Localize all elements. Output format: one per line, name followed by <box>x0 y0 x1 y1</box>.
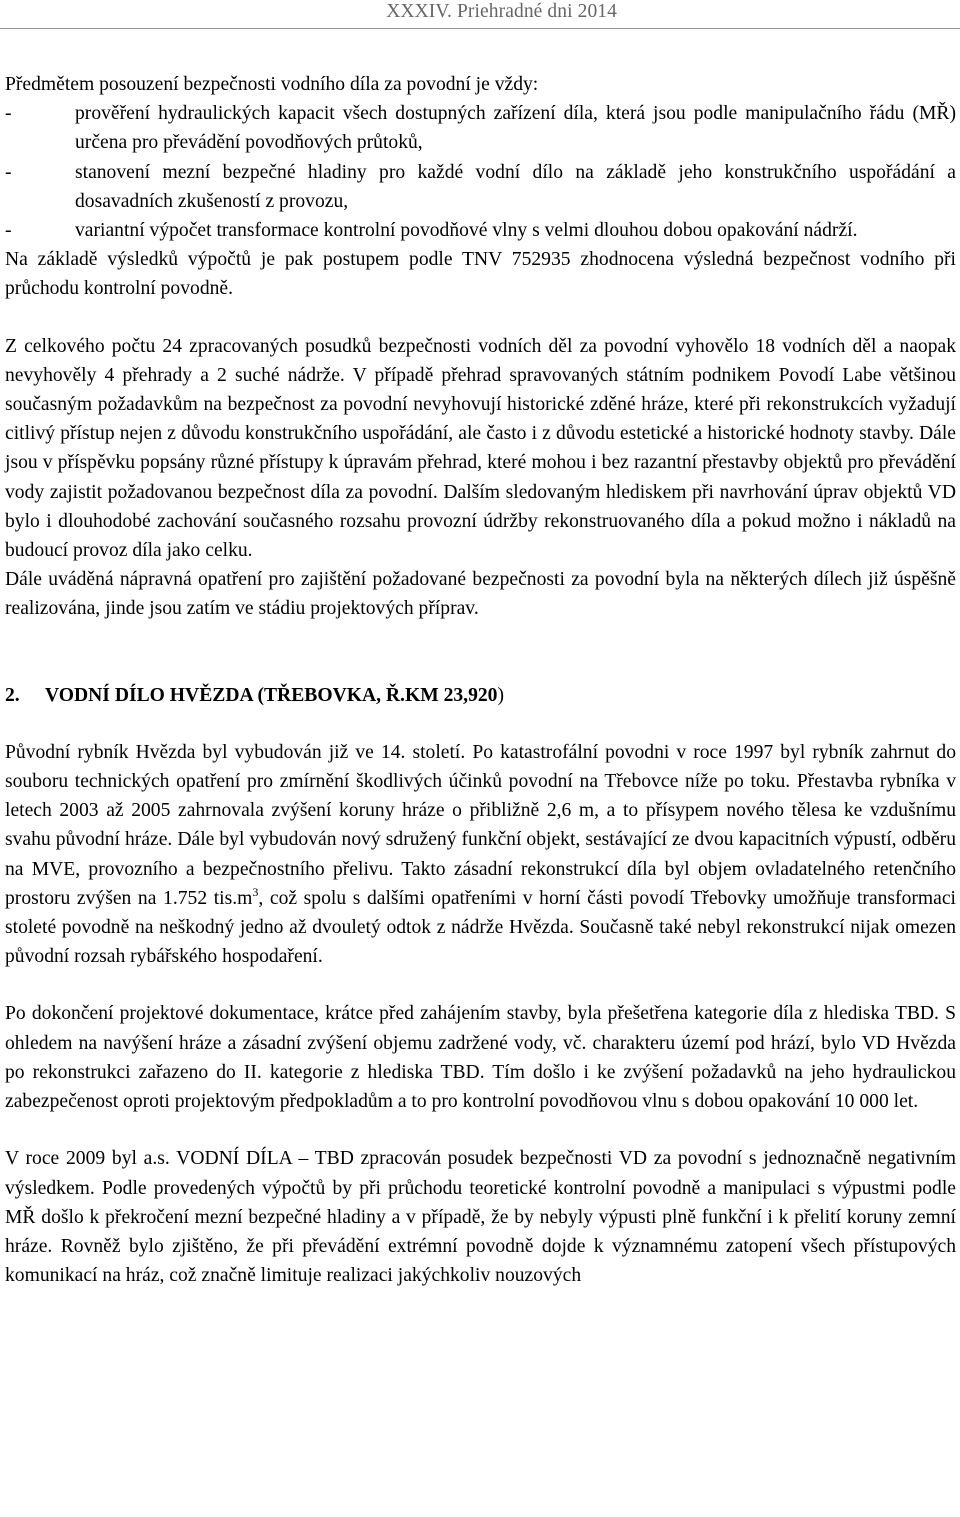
list-item <box>5 216 956 245</box>
running-header <box>0 0 960 29</box>
section-title-tail: ) <box>497 684 505 706</box>
section-title: VODNÍ DÍLO HVĚZDA (TŘEBOVKA, Ř.KM 23,920 <box>45 684 498 706</box>
intro-bullet-list <box>5 99 956 245</box>
list-item <box>5 99 956 157</box>
section-heading <box>5 681 956 710</box>
summary-paragraph-2: Dále uváděná nápravná opatření pro zajištění požadované bezpečnosti za povodní byla na některých dílech již úspěšně realizována, jinde jsou zatím ve stádiu projektových příprav. <box>5 569 956 620</box>
intro-lead: Předmětem posouzení bezpečnosti vodního díla za povodní je vždy: <box>5 74 539 95</box>
section-number: 2. <box>5 684 20 706</box>
summary-paragraph-1: Z celkového počtu 24 zpracovaných posudků bezpečnosti vodních děl za povodní vyhovělo 18 vodních děl a naopak nevyhověly 4 přehrady a 2 suché nádrže. V případě přehrad spravovaných státním podnikem Povodí Labe většinou současným požadavkům na bezpečnost za povodní nevyhovují historické zděné hráze, které při rekonstrukcích vyžadují citlivý přístup nejen z důvodu konstrukčního uspořádání, ale často i z důvodu estetické a historické hodnoty stavby. Dále jsou v příspěvku popsány různé přístupy k úpravám přehrad, které mohou i bez razantní přestavby objektů pro převádění vody zajistit požadovanou bezpečnost díla za povodní. Dalším sledovaným hlediskem při navrhování úprav objektů VD bylo i dlouhodobé zachování současného rozsahu provozní údržby rekonstruovaného díla a pokud možno i nákladů na budoucí provoz díla jako celku. <box>5 335 956 562</box>
section-paragraph-1 <box>5 738 956 972</box>
intro-conclusion: Na základě výsledků výpočtů je pak postupem podle TNV 752935 zhodnocena výsledná bezpečnost vodního při průchodu kontrolní povodně. <box>5 249 956 300</box>
list-item-text: prověření hydraulických kapacit všech dostupných zařízení díla, která jsou podle manipulačního řádu (MŘ) určena pro převádění povodňových průtoků, <box>75 103 956 154</box>
superscript: 3 <box>252 884 259 899</box>
list-item-text: variantní výpočet transformace kontrolní povodňové vlny s velmi dlouhou dobou opakování nádrží. <box>75 220 858 242</box>
dash-bullet: - <box>5 103 12 125</box>
dash-bullet: - <box>5 161 12 183</box>
dash-bullet: - <box>5 220 12 242</box>
header-title: XXXIV. Priehradné dni 2014 <box>386 1 617 22</box>
section-paragraph-3: V roce 2009 byl a.s. VODNÍ DÍLA – TBD zpracován posudek bezpečnosti VD za povodní s jednoznačně negativním výsledkem. Podle provedených výpočtů by při průchodu teoretické kontrolní povodně a manipulaci s výpustmi podle MŘ došlo k překročení mezní bezpečné hladiny a v případě, že by nebyly výpusti plně funkční i k přelití koruny zemní hráze. Rovněž bylo zjištěno, že při převádění extrémní povodně dojde k významnému zatopení všech přístupových komunikací na hráz, což značně limituje realizaci jakýchkoliv nouzových <box>5 1148 956 1287</box>
list-item-text: stanovení mezní bezpečné hladiny pro každé vodní dílo na základě jeho konstrukčního uspořádání a dosavadních zkušeností z provozu, <box>75 161 956 212</box>
section-paragraph-1-part-a: Původní rybník Hvězda byl vybudován již ve 14. století. Po katastrofální povodni v roce 1997 byl rybník zahrnut do souboru technických opatření pro zmírnění škodlivých účinků povodní na Třebovce níže po toku. Přestavba rybníka v letech 2003 až 2005 zahrnovala zvýšení koruny hráze o přibližně 2,6 m, a to přísypem nového tělesa ke vzdušnímu svahu původní hráze. Dále byl vybudován nový sdružený funkční objekt, sestávající ze dvou kapacitních výpustí, odběru na MVE, provozního a bezpečnostního přelivu. Takto zásadní rekonstrukcí díla byl objem ovladatelného retenčního prostoru zvýšen na 1.752 tis.m <box>5 741 956 909</box>
section-paragraph-2: Po dokončení projektové dokumentace, krátce před zahájením stavby, byla přešetřena kategorie díla z hlediska TBD. S ohledem na navýšení hráze a zásadní zvýšení objemu zadržené vody, vč. charakteru území pod hrází, bylo VD Hvězda po rekonstrukci zařazeno do II. kategorie z hlediska TBD. Tím došlo i ke zvýšení požadavků na jeho hydraulickou zabezpečenost oproti projektovým předpokladům a to pro kontrolní povodňovou vlnu s dobou opakování 10 000 let. <box>5 1003 956 1113</box>
list-item <box>5 158 956 216</box>
section-paragraph-1-part-b: , což spolu s dalšími opatřeními v horní části povodí Třebovky umožňuje transformaci stoleté povodně na neškodný jedno až dvouletý odtok z nádrže Hvězda. Současně také nebyl rekonstrukcí nijak omezen původní rozsah rybářského hospodaření. <box>5 887 956 968</box>
page-content <box>5 70 956 1290</box>
